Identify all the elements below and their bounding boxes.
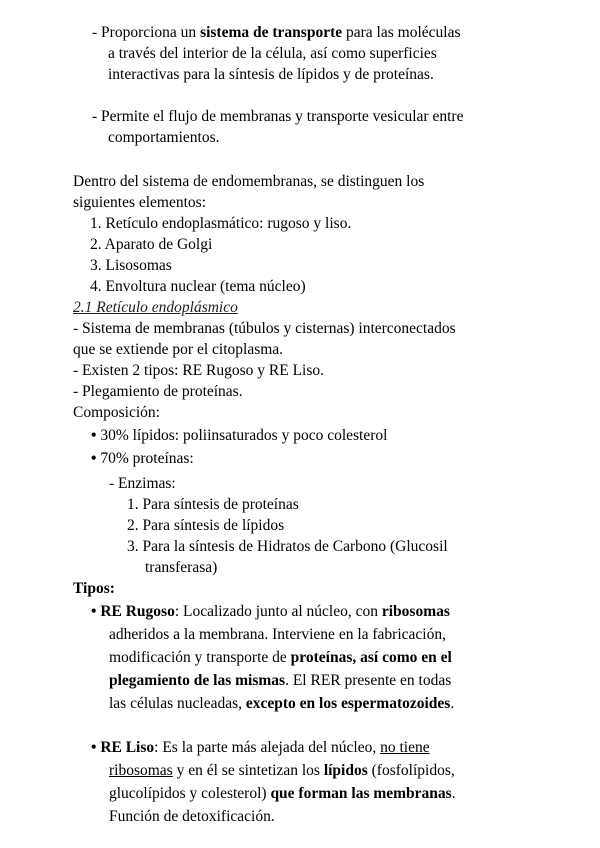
intro-bullet-1-line-3: interactivas para la síntesis de lípidos y de proteínas. — [108, 66, 434, 83]
text: modificación y transporte de — [109, 649, 291, 666]
text: . — [451, 785, 456, 802]
section-line-1: - Sistema de membranas (túbulos y cisternas) interconectados — [73, 320, 456, 337]
item-text: Para la síntesis de Hidratos de Carbono (Glucosil — [142, 538, 448, 555]
text: . — [450, 695, 455, 712]
underlined-text: no tiene — [380, 739, 430, 756]
rugoso-line-1 — [91, 601, 450, 622]
bold-text: sistema de transporte — [200, 24, 343, 41]
bullet-marker: • — [91, 450, 97, 467]
text: Proporciona un — [101, 24, 201, 41]
text: Permite el flujo de membranas y transporte vesicular entre — [101, 108, 464, 125]
item-number: 1. — [90, 215, 102, 232]
item-number: 3. — [127, 538, 139, 555]
bold-text: lípidos — [323, 762, 368, 779]
rugoso-line-2: adheridos a la membrana. Interviene en la fabricación, — [109, 626, 446, 643]
endomembranes-item-2 — [90, 234, 212, 255]
composition-label: Composición: — [73, 404, 160, 421]
item-text: Aparato de Golgi — [104, 236, 213, 253]
bullet-marker: • — [91, 739, 97, 756]
item-number: 4. — [90, 278, 102, 295]
intro-bullet-1-line-2: a través del interior de la célula, así como superficies — [108, 45, 437, 62]
endomembranes-intro-line-2: siguientes elementos: — [73, 194, 207, 211]
text: (fosfolípidos, — [367, 762, 455, 779]
endomembranes-item-3 — [90, 255, 172, 276]
intro-bullet-2-line-1 — [92, 106, 463, 127]
enzyme-item-3 — [127, 536, 448, 557]
rugoso-line-3 — [109, 647, 452, 668]
text: para las moléculas — [342, 24, 461, 41]
section-line-3: - Existen 2 tipos: RE Rugoso y RE Liso. — [73, 362, 325, 379]
item-number: 3. — [90, 257, 102, 274]
liso-line-1 — [91, 737, 430, 758]
section-line-4: - Plegamiento de proteínas. — [73, 383, 243, 400]
text: : Es la parte más alejada del núcleo, — [154, 739, 381, 756]
item-number: 2. — [127, 517, 139, 534]
bullet-marker: • — [91, 603, 97, 620]
liso-line-2 — [109, 760, 455, 781]
item-text: 70% proteínas: — [100, 450, 194, 467]
endomembranes-item-1 — [90, 213, 351, 234]
item-number: 2. — [90, 236, 102, 253]
item-text: 30% lípidos: poliinsaturados y poco colesterol — [100, 427, 388, 444]
dash-marker: - — [92, 108, 98, 125]
rugoso-line-5 — [109, 693, 454, 714]
item-text: Envoltura nuclear (tema núcleo) — [105, 278, 306, 295]
intro-bullet-2-line-2: comportamientos. — [108, 129, 220, 146]
item-text: Retículo endoplasmático: rugoso y liso. — [105, 215, 352, 232]
underlined-text: ribosomas — [109, 762, 173, 779]
item-text: Para síntesis de lípidos — [142, 517, 285, 534]
enzyme-item-2 — [127, 515, 284, 536]
types-label: Tipos: — [73, 580, 115, 597]
text: . El RER presente en todas — [285, 672, 452, 689]
bold-text: excepto en los espermatozoides — [245, 695, 451, 712]
text: y en él se sintetizan los — [172, 762, 324, 779]
bold-text: proteínas, así como en el — [290, 649, 452, 666]
text: las células nucleadas, — [109, 695, 246, 712]
bold-text: plegamiento de las mismas — [109, 672, 286, 689]
enzymes-label: - Enzimas: — [109, 475, 176, 492]
bold-text: RE Rugoso — [100, 603, 175, 620]
endomembranes-intro-line-1: Dentro del sistema de endomembranas, se distinguen los — [73, 173, 425, 190]
item-number: 1. — [127, 496, 139, 513]
bold-text: que forman las membranas — [270, 785, 452, 802]
text: glucolípidos y colesterol) — [109, 785, 271, 802]
enzyme-item-3-continuation: transferasa) — [145, 559, 218, 576]
endomembranes-item-4 — [90, 276, 306, 297]
bullet-marker: • — [91, 427, 97, 444]
text: : Localizado junto al núcleo, con — [174, 603, 382, 620]
enzyme-item-1 — [127, 494, 299, 515]
section-heading: 2.1 Retículo endoplásmico — [73, 299, 238, 316]
rugoso-line-4 — [109, 670, 451, 691]
dash-marker: - — [92, 24, 98, 41]
intro-bullet-1-line-1 — [92, 22, 460, 43]
composition-item-2 — [91, 448, 194, 469]
composition-item-1 — [91, 425, 387, 446]
liso-line-3 — [109, 783, 456, 804]
item-text: Lisosomas — [105, 257, 172, 274]
liso-line-4: Función de detoxificación. — [109, 808, 275, 825]
item-text: Para síntesis de proteínas — [142, 496, 299, 513]
bold-text: ribosomas — [381, 603, 450, 620]
section-line-2: que se extiende por el citoplasma. — [73, 341, 284, 358]
bold-text: RE Liso — [100, 739, 155, 756]
